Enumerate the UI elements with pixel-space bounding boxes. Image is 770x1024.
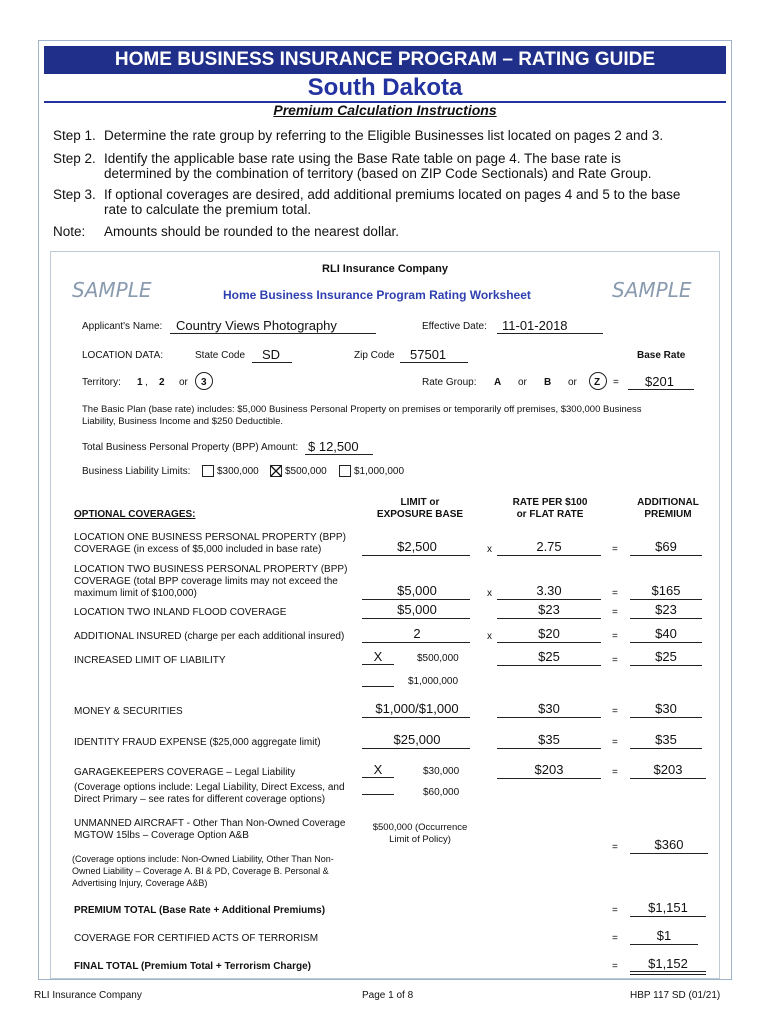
additional-insured-rate[interactable]: $20 [538,626,560,641]
effective-date-underline [497,333,603,334]
step2-label: Step 2. [53,151,96,166]
sample-watermark-right: SAMPLE [612,278,692,302]
step3-text-cont: rate to calculate the premium total. [104,202,312,217]
state-code-value[interactable]: SD [262,347,281,362]
flood-premium-underline [630,618,702,619]
loc1-mult: x [487,544,492,555]
money-securities-premium[interactable]: $30 [655,701,677,716]
loc2-bpp-label-cont: COVERAGE (total BPP coverage limits may not exceed the [74,576,338,587]
garagekeepers-30k: $30,000 [423,766,460,777]
garagekeepers-options: (Coverage options include: Legal Liability, Direct Excess, and [74,782,345,793]
basic-plan-text: The Basic Plan (base rate) includes: $5,000 Business Personal Property on premises or temporarily off premises, $300,000 Business [82,404,642,415]
terrorism-value[interactable]: $1 [656,928,672,943]
terrorism-underline [630,944,698,945]
money-rate-underline [497,717,601,718]
final-total-underline-2 [630,974,706,975]
loc2-mult: x [487,588,492,599]
state-code-underline [252,362,292,363]
footer-form-number: HBP 117 SD (01/21) [630,990,721,1001]
rate-group-or-2: or [568,377,577,388]
flood-limit-underline [362,618,470,619]
loc1-bpp-label-cont: COVERAGE (in excess of $5,000 included in base rate) [74,544,322,555]
applicant-underline [170,333,376,334]
identity-fraud-label: IDENTITY FRAUD EXPENSE ($25,000 aggregate limit) [74,737,321,748]
optional-coverages-header: OPTIONAL COVERAGES: [74,509,196,520]
rate-group-or-1: or [518,377,527,388]
loc1-bpp-premium[interactable]: $69 [655,539,677,554]
step2-text: Identify the applicable base rate using the Base Rate table on page 4. The base rate is [104,151,621,166]
idf-premium-underline [630,748,702,749]
bpp-amount-underline [305,454,373,455]
unmanned-aircraft-limit-cont: Limit of Policy) [389,834,451,845]
bpp-amount-label: Total Business Personal Property (BPP) Amount: [82,442,299,453]
program-banner: HOME BUSINESS INSURANCE PROGRAM – RATING GUIDE [44,46,726,74]
checkbox-x-icon [270,465,282,477]
loc1-equals: = [612,544,618,555]
liability-300k-checkbox[interactable] [202,465,214,477]
addl-limit-underline [362,642,470,643]
effective-date-label: Effective Date: [422,321,487,332]
garage-rate-underline [497,778,601,779]
rate-header-line1: RATE PER $100 [512,497,588,508]
identity-fraud-limit[interactable]: $25,000 [393,732,441,747]
liability-500k-label: $500,000 [285,466,327,477]
liability-500k-checkbox[interactable] [270,465,282,477]
liability-1m-checkbox[interactable] [339,465,351,477]
base-rate-value[interactable]: $201 [645,374,674,389]
worksheet-company: RLI Insurance Company [322,263,448,275]
unmanned-options-cont: Owned Liability – Coverage A. BI & PD, Coverage B. Personal & [72,866,329,876]
money-equals: = [612,706,618,717]
incr-premium-underline [630,665,702,666]
identity-fraud-premium[interactable]: $35 [655,732,677,747]
base-rate-equals: = [613,377,619,388]
zip-code-underline [400,362,468,363]
rate-group-b[interactable]: B [544,377,552,388]
liability-limits-label: Business Liability Limits: [82,466,191,477]
step3-text: If optional coverages are desired, add additional premiums located on pages 4 and 5 to the base [104,187,681,202]
premium-total-equals: = [612,905,618,916]
loc1-limit-underline [362,555,470,556]
flood-equals: = [612,607,618,618]
base-rate-underline [628,389,694,390]
base-rate-label: Base Rate [637,350,686,361]
note-text: Amounts should be rounded to the nearest dollar. [104,224,399,239]
loc2-equals: = [612,588,618,599]
flood-label: LOCATION TWO INLAND FLOOD COVERAGE [74,607,287,618]
uav-premium-underline [630,853,708,854]
rate-group-a[interactable]: A [494,377,502,388]
state-code-label: State Code [195,350,246,361]
territory-option-3[interactable]: 3 [201,377,207,388]
unmanned-aircraft-premium[interactable]: $360 [654,837,684,852]
territory-option-2[interactable]: 2 [159,377,165,388]
uav-equals: = [612,842,618,853]
increased-limit-1m: $1,000,000 [408,676,459,687]
loc2-limit-underline [362,599,470,600]
increased-limit-500k-mark[interactable]: X [373,649,383,664]
loc2-bpp-rate[interactable]: 3.30 [536,583,562,598]
territory-or: or [179,377,188,388]
garagekeepers-premium[interactable]: $203 [653,762,683,777]
footer-company: RLI Insurance Company [34,990,142,1001]
idf-limit-underline [362,748,470,749]
rate-group-z[interactable]: Z [594,377,601,388]
liability-300k-label: $300,000 [217,466,259,477]
money-limit-underline [362,717,470,718]
flood-rate[interactable]: $23 [538,602,560,617]
garage-60k-underline [362,794,394,795]
loc1-bpp-limit[interactable]: $2,500 [397,539,437,554]
worksheet-title: Home Business Insurance Program Rating Worksheet [223,288,531,302]
garage-premium-underline [630,778,706,779]
final-total-value[interactable]: $1,152 [648,956,688,971]
garagekeepers-30k-mark[interactable]: X [373,762,383,777]
additional-insured-count[interactable]: 2 [413,626,421,641]
final-total-label: FINAL TOTAL (Premium Total + Terrorism Charge) [74,961,311,972]
basic-plan-text-cont: Liability, Business Income and $250 Deductible. [82,416,284,427]
incr-rate-underline [497,665,601,666]
garagekeepers-rate[interactable]: $203 [534,762,564,777]
loc1-bpp-rate[interactable]: 2.75 [536,539,562,554]
bpp-amount-value[interactable]: $ 12,500 [308,439,359,454]
premium-total-value[interactable]: $1,151 [648,900,688,915]
money-premium-underline [630,717,702,718]
loc1-premium-underline [630,555,702,556]
money-securities-label: MONEY & SECURITIES [74,706,183,717]
incr-500k-underline [362,664,394,665]
rate-header-line2: or FLAT RATE [516,509,584,520]
premium-header-line2: PREMIUM [644,509,692,520]
instructions-title: Premium Calculation Instructions [273,102,497,118]
unmanned-aircraft-label: UNMANNED AIRCRAFT - Other Than Non-Owned Coverage [74,818,346,829]
limit-header-line1: LIMIT or [400,497,440,508]
final-total-equals: = [612,961,618,972]
loc1-rate-underline [497,555,601,556]
incr-equals: = [612,655,618,666]
step1-text: Determine the rate group by referring to the Eligible Businesses list located on pages 2 and 3. [104,128,664,143]
garage-equals: = [612,767,618,778]
loc2-bpp-limit[interactable]: $5,000 [397,583,437,598]
flood-premium[interactable]: $23 [655,602,677,617]
step3-label: Step 3. [53,187,96,202]
note-label: Note: [53,224,86,239]
increased-limit-500k: $500,000 [417,653,459,664]
zip-code-value[interactable]: 57501 [410,347,447,362]
premium-total-underline [630,916,706,917]
money-securities-limit[interactable]: $1,000/$1,000 [375,701,459,716]
money-securities-rate[interactable]: $30 [538,701,560,716]
step1-label: Step 1. [53,128,96,143]
loc2-bpp-label-cont2: maximum limit of $100,000) [74,588,197,599]
garagekeepers-60k: $60,000 [423,787,460,798]
unmanned-aircraft-label-cont: MGTOW 15lbs – Coverage Option A&B [74,830,249,841]
premium-header-line1: ADDITIONAL [637,497,699,508]
step2-text-cont: determined by the combination of territory (based on ZIP Code Sectionals) and Rate Group. [104,166,652,181]
garage-30k-underline [362,777,394,778]
idf-rate-underline [497,748,601,749]
terrorism-label: COVERAGE FOR CERTIFIED ACTS OF TERRORISM [74,933,319,944]
limit-header-line2: EXPOSURE BASE [376,509,464,520]
increased-limit-label: INCREASED LIMIT OF LIABILITY [74,655,226,666]
territory-label: Territory: [82,377,121,388]
premium-total-label: PREMIUM TOTAL (Base Rate + Additional Premiums) [74,905,326,916]
increased-limit-premium[interactable]: $25 [655,649,677,664]
effective-date-value[interactable]: 11-01-2018 [502,318,568,333]
location-label: LOCATION DATA: [82,350,164,361]
addl-premium-underline [630,642,702,643]
garagekeepers-options-cont: Direct Primary – see rates for different coverage options) [74,794,326,805]
increased-limit-rate[interactable]: $25 [538,649,560,664]
applicant-label: Applicant's Name: [82,321,163,332]
identity-fraud-rate[interactable]: $35 [538,732,560,747]
state-title: South Dakota [307,74,463,101]
rate-group-label: Rate Group: [422,377,477,388]
incr-1m-underline [362,686,394,687]
unmanned-aircraft-limit: $500,000 (Occurrence [372,822,468,833]
idf-equals: = [612,737,618,748]
terrorism-equals: = [612,933,618,944]
flood-limit[interactable]: $5,000 [397,602,437,617]
territory-option-1[interactable]: 1 [137,377,143,388]
additional-insured-label: ADDITIONAL INSURED (charge per each additional insured) [74,631,345,642]
additional-insured-premium[interactable]: $40 [655,626,677,641]
addl-mult: x [487,631,492,642]
sample-watermark-left: SAMPLE [72,278,152,302]
loc1-bpp-label: LOCATION ONE BUSINESS PERSONAL PROPERTY (BPP) [74,532,346,543]
liability-1m-label: $1,000,000 [354,466,405,477]
loc2-rate-underline [497,599,601,600]
unmanned-options-cont2: Advertising Injury, Coverage A&B) [72,878,208,888]
loc2-bpp-label: LOCATION TWO BUSINESS PERSONAL PROPERTY (BPP) [74,564,348,575]
unmanned-options: (Coverage options include: Non-Owned Liability, Other Than Non- [72,854,334,864]
addl-equals: = [612,631,618,642]
final-total-underline-1 [630,971,706,972]
loc2-premium-underline [630,599,702,600]
garagekeepers-label: GARAGEKEEPERS COVERAGE – Legal Liability [74,767,296,778]
addl-rate-underline [497,642,601,643]
zip-code-label: Zip Code [354,350,395,361]
flood-rate-underline [497,618,601,619]
applicant-value[interactable]: Country Views Photography [176,318,337,333]
loc2-bpp-premium[interactable]: $165 [651,583,681,598]
footer-page-number: Page 1 of 8 [362,990,414,1001]
